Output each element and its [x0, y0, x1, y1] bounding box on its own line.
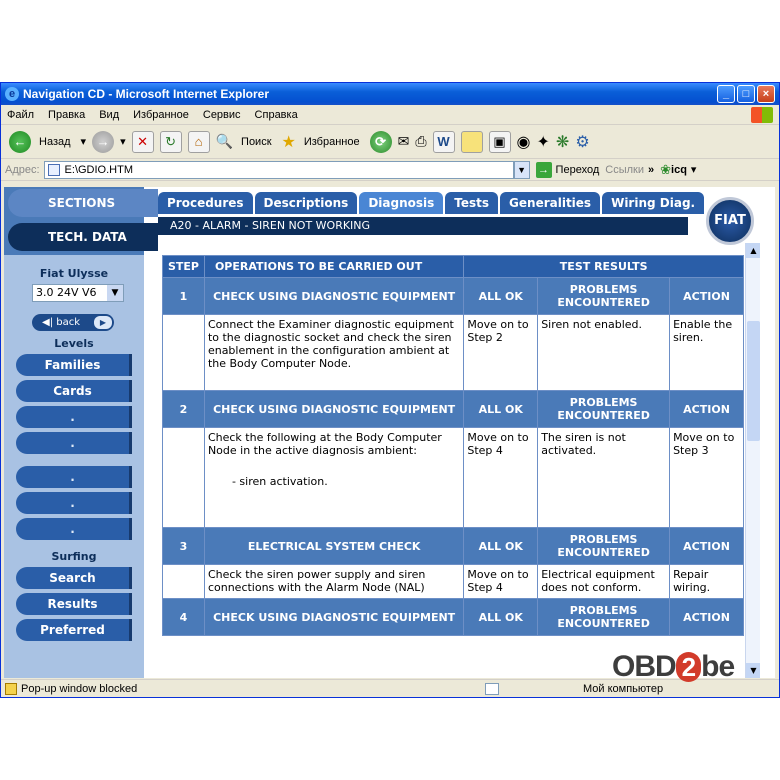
messenger-icon[interactable]: ▣ — [489, 131, 511, 153]
menu-bar — [1, 105, 779, 125]
forward-right-icon[interactable]: ▶ — [94, 316, 112, 329]
step-instructions: Connect the Examiner diagnostic equipment to the diagnostic socket and check the siren enablement in the configuration ambient at the Body Computer Node. — [204, 315, 463, 391]
vehicle-name: Fiat Ulysse — [39, 267, 109, 280]
stop-icon[interactable]: ✕ — [132, 131, 154, 153]
step-title: ELECTRICAL SYSTEM CHECK — [204, 528, 463, 565]
menu-favorites[interactable]: Избранное — [133, 108, 189, 121]
watermark-two: 2 — [676, 652, 701, 682]
level-button-7[interactable]: . — [16, 518, 132, 540]
table-row — [163, 565, 744, 599]
close-button[interactable]: × — [757, 85, 775, 103]
step-instructions: Check the siren power supply and siren connections with the Alarm Node (NAL) — [204, 565, 463, 599]
sidebar — [4, 187, 144, 678]
problems-header: PROBLEMS ENCOUNTERED — [538, 278, 670, 315]
page-content — [4, 187, 775, 678]
action-header: ACTION — [670, 278, 744, 315]
chevron-down-icon[interactable]: ▼ — [107, 285, 123, 301]
all-ok-header: ALL OK — [464, 528, 538, 565]
title-bar — [1, 83, 779, 105]
search-button[interactable]: Search — [16, 567, 132, 589]
address-input[interactable] — [44, 161, 514, 179]
fault-code-title: A20 - ALARM - SIREN NOT WORKING — [158, 217, 688, 235]
step-number: 4 — [163, 599, 205, 636]
menu-help[interactable]: Справка — [254, 108, 298, 121]
forward-arrow-icon[interactable]: → — [92, 131, 114, 153]
mail-icon[interactable]: ✉ — [397, 133, 410, 149]
problems-header: PROBLEMS ENCOUNTERED — [538, 599, 670, 636]
watermark-obd: OBD — [612, 650, 676, 683]
preferred-button[interactable]: Preferred — [16, 619, 132, 641]
go-button[interactable]: Переход — [555, 163, 600, 176]
step-instructions: Check the following at the Body Computer Node in the active diagnosis ambient: — [207, 431, 442, 457]
icq-dropdown-icon[interactable]: ▾ — [690, 164, 697, 176]
action-result: Repair wiring. — [670, 565, 744, 599]
maximize-button[interactable]: □ — [737, 85, 755, 103]
cards-button[interactable]: Cards — [16, 380, 132, 402]
scroll-down-icon[interactable]: ▼ — [746, 663, 760, 678]
all-ok-header: ALL OK — [464, 278, 538, 315]
scroll-up-icon[interactable]: ▲ — [746, 243, 760, 258]
tab-wiring-diag[interactable]: Wiring Diag. — [602, 192, 704, 214]
table-row — [163, 428, 744, 528]
chevron-right-icon[interactable]: » — [647, 163, 655, 176]
step-sub-item: - siren activation. — [231, 475, 328, 488]
diagnosis-scroll-area[interactable] — [154, 243, 760, 678]
levels-label: Levels — [54, 337, 94, 350]
windows-logo-icon — [751, 107, 773, 123]
problem-result: Electrical equipment does not conform. — [538, 565, 670, 599]
section-tabs — [158, 192, 704, 214]
tab-generalities[interactable]: Generalities — [500, 192, 600, 214]
table-row — [163, 528, 744, 565]
action-header: ACTION — [670, 391, 744, 428]
action-header: ACTION — [670, 599, 744, 636]
engine-select-value: 3.0 24V V6 — [36, 286, 97, 299]
home-icon[interactable]: ⌂ — [188, 131, 210, 153]
diagnosis-table — [162, 255, 744, 636]
header-operations: OPERATIONS TO BE CARRIED OUT — [204, 256, 463, 278]
links-button[interactable]: Ссылки — [605, 163, 644, 176]
obd2be-watermark — [612, 650, 770, 694]
problem-result: The siren is not activated. — [538, 428, 670, 528]
status-pane-icon — [485, 683, 499, 695]
step-title: CHECK USING DIAGNOSTIC EQUIPMENT — [204, 599, 463, 636]
menu-file[interactable]: Файл — [7, 108, 35, 121]
action-header: ACTION — [670, 528, 744, 565]
results-button[interactable]: Results — [16, 593, 132, 615]
tab-procedures[interactable]: Procedures — [158, 192, 253, 214]
all-ok-result: Move on to Step 4 — [464, 428, 538, 528]
popup-blocked-icon[interactable] — [5, 683, 17, 695]
sidebar-panel — [4, 255, 144, 678]
icq-label[interactable]: icq — [671, 163, 687, 176]
back-button-label: back — [56, 317, 81, 328]
search-button-label[interactable]: Поиск — [241, 135, 272, 148]
tab-tests[interactable]: Tests — [445, 192, 498, 214]
tab-descriptions[interactable]: Descriptions — [255, 192, 358, 214]
address-url: E:\GDIO.HTM — [64, 163, 133, 176]
address-bar — [1, 159, 779, 181]
watermark-be: be — [701, 650, 735, 683]
tool-extra-icon-4[interactable]: ⚙ — [575, 133, 590, 151]
step-number: 3 — [163, 528, 205, 565]
all-ok-header: ALL OK — [464, 391, 538, 428]
engine-select[interactable] — [32, 284, 124, 302]
tab-diagnosis[interactable]: Diagnosis — [359, 192, 443, 214]
step-title: CHECK USING DIAGNOSTIC EQUIPMENT — [204, 391, 463, 428]
problems-header: PROBLEMS ENCOUNTERED — [538, 528, 670, 565]
menu-edit[interactable]: Правка — [48, 108, 86, 121]
print-icon[interactable]: ⎙ — [415, 133, 427, 149]
favorites-button-label[interactable]: Избранное — [303, 135, 360, 148]
toolbar — [1, 125, 779, 159]
all-ok-header: ALL OK — [464, 599, 538, 636]
tool-extra-icon-2[interactable]: ✦ — [536, 133, 550, 151]
address-label: Адрес: — [5, 163, 40, 176]
notes-icon[interactable] — [461, 131, 483, 153]
back-left-icon: ◀| — [42, 317, 54, 328]
table-row — [163, 599, 744, 636]
edit-word-icon[interactable]: W — [433, 131, 455, 153]
forward-dropdown-icon[interactable]: ▾ — [120, 136, 126, 148]
window-title: Navigation CD - Microsoft Internet Explorer — [23, 87, 270, 101]
all-ok-result: Move on to Step 4 — [464, 565, 538, 599]
refresh-icon[interactable]: ↻ — [160, 131, 182, 153]
action-result: Move on to Step 3 — [670, 428, 744, 528]
all-ok-result: Move on to Step 2 — [464, 315, 538, 391]
step-number: 2 — [163, 391, 205, 428]
problems-header: PROBLEMS ENCOUNTERED — [538, 391, 670, 428]
history-icon[interactable]: ⟳ — [370, 131, 392, 153]
menu-view[interactable]: Вид — [99, 108, 120, 121]
level-button-6[interactable]: . — [16, 492, 132, 514]
minimize-button[interactable]: _ — [717, 85, 735, 103]
back-arrow-icon[interactable]: ← — [9, 131, 31, 153]
surfing-label: Surfing — [51, 550, 97, 563]
vertical-scrollbar[interactable] — [745, 243, 760, 678]
level-button-5[interactable]: . — [16, 466, 132, 488]
page-icon — [48, 164, 60, 176]
search-icon[interactable]: 🔍 — [215, 133, 234, 149]
back-dropdown-icon[interactable]: ▾ — [80, 136, 87, 148]
step-number: 1 — [163, 278, 205, 315]
step-title: CHECK USING DIAGNOSTIC EQUIPMENT — [204, 278, 463, 315]
problem-result: Siren not enabled. — [538, 315, 670, 391]
zone-label: Мой компьютер — [583, 683, 664, 695]
tool-extra-icon-1[interactable]: ◉ — [516, 133, 531, 151]
ie-window — [0, 82, 780, 698]
level-button-3[interactable]: . — [16, 406, 132, 428]
table-row — [163, 315, 744, 391]
icq-flower-icon[interactable]: ❀ — [660, 161, 672, 177]
fiat-logo: FIAT — [706, 197, 754, 245]
address-dropdown-icon[interactable]: ▼ — [514, 161, 530, 179]
tool-extra-icon-3[interactable]: ❋ — [555, 133, 570, 151]
action-result: Enable the siren. — [670, 315, 744, 391]
scroll-thumb[interactable] — [747, 321, 760, 441]
back-button[interactable] — [32, 314, 114, 331]
sections-tab[interactable]: SECTIONS — [8, 189, 158, 217]
level-button-4[interactable]: . — [16, 432, 132, 454]
header-step: STEP — [163, 256, 205, 278]
header-test-results: TEST RESULTS — [464, 256, 744, 278]
status-text: Pop-up window blocked — [21, 683, 138, 695]
back-button-label[interactable]: Назад — [39, 135, 71, 148]
favorites-star-icon[interactable]: ★ — [281, 133, 296, 151]
tech-data-tab[interactable]: TECH. DATA — [8, 223, 158, 251]
ie-logo-icon: e — [5, 87, 19, 101]
main-panel — [154, 187, 760, 678]
go-arrow-icon[interactable]: → — [536, 162, 552, 178]
table-row — [163, 278, 744, 315]
menu-tools[interactable]: Сервис — [202, 108, 241, 121]
table-row — [163, 391, 744, 428]
families-button[interactable]: Families — [16, 354, 132, 376]
